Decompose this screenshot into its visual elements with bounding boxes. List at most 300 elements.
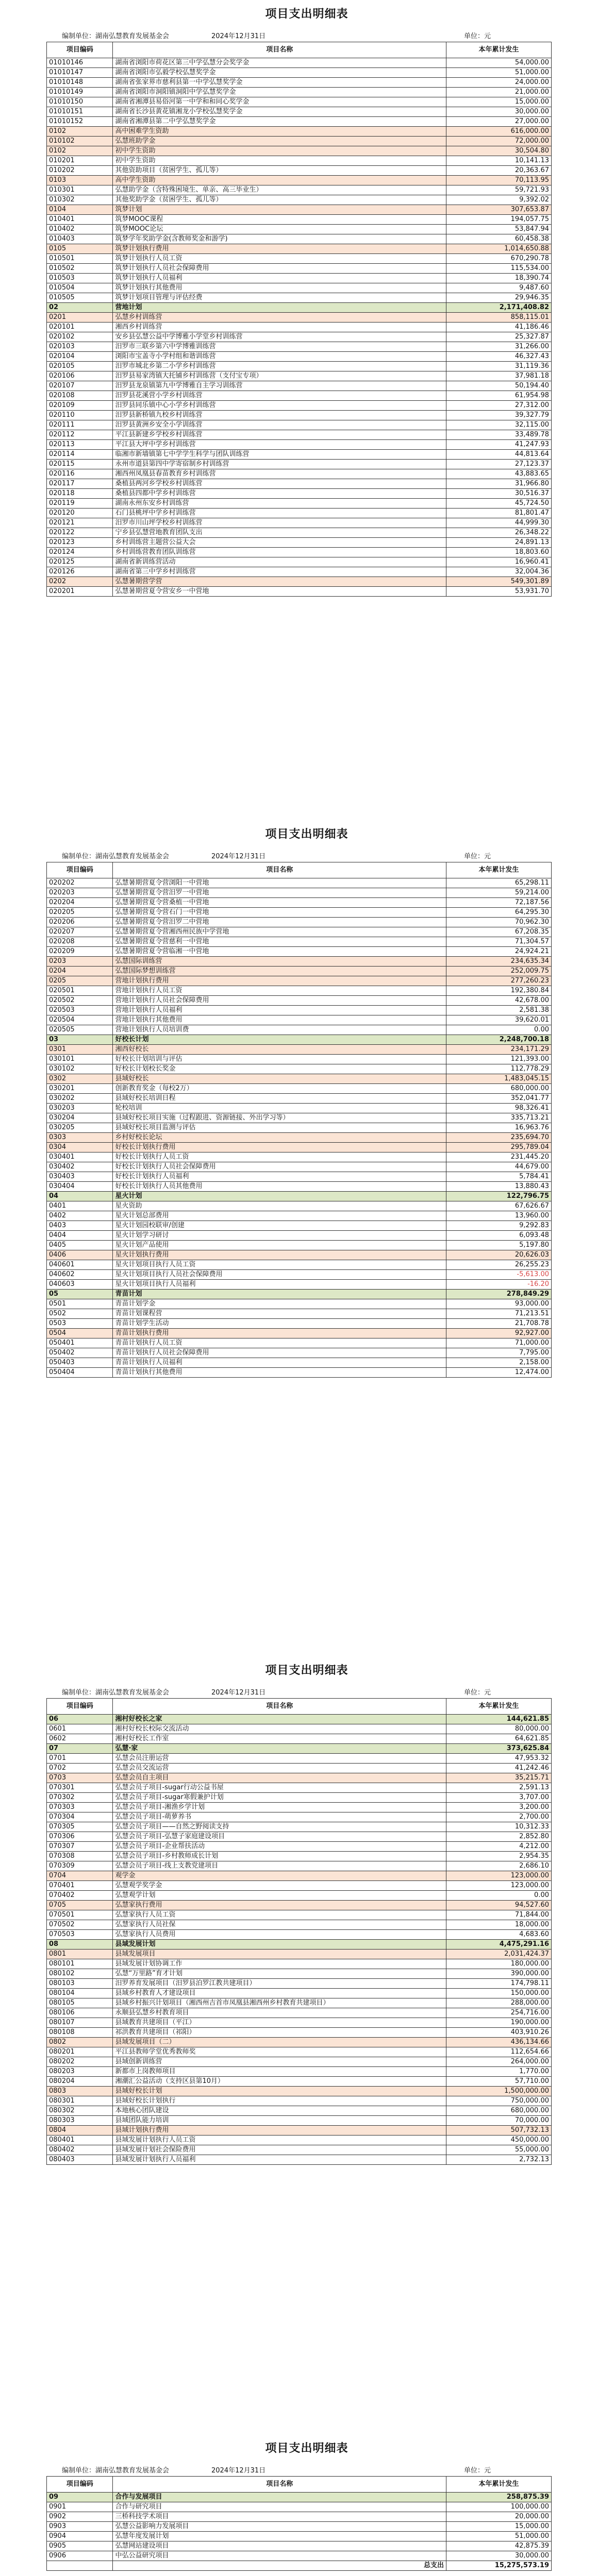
item-code: 030203 [47,1104,113,1113]
item-amount: 24,891.13 [446,538,551,548]
page-4 [41,2439,572,2571]
unit-label: 单位：元 [464,2467,491,2475]
item-code: 020118 [47,489,113,499]
item-name: 青苗计划执行人员社会保障费用 [113,1348,446,1358]
item-amount: 2,591.13 [446,1783,551,1793]
item-amount: 27,000.00 [446,117,551,127]
column-header-code: 项目编码 [47,42,113,58]
item-amount: 41,186.46 [446,323,551,332]
item-code: 09 [47,2493,113,2502]
item-code: 030204 [47,1113,113,1123]
item-name: 营地计划执行费用 [113,976,446,986]
expense-table [46,2476,552,2571]
table-row [47,244,552,254]
item-name: 筑梦计划执行人员社会保障费用 [113,264,446,274]
item-name: 筑梦MOOC论坛 [113,225,446,234]
item-name: 本地核心团队建设 [113,2106,446,2116]
item-amount: 121,393.00 [446,1055,551,1064]
item-amount: 50,194.40 [446,381,551,391]
item-name: 弘慧会员子项目-sugar寒假兼护计划 [113,1793,446,1803]
item-code: 020205 [47,908,113,918]
item-code: 020123 [47,538,113,548]
item-name: 弘慧会员子项目-sugar行动公益书屋 [113,1783,446,1793]
table-row [47,1270,552,1280]
item-name: 桑植县两河乡学校乡村训练营 [113,479,446,489]
item-name: 星火计划园校联审/创建 [113,1221,446,1231]
item-code: 020102 [47,332,113,342]
item-name: 筑梦计划执行人员工资 [113,254,446,264]
table-row [47,156,552,166]
item-code: 020107 [47,381,113,391]
item-name: 平江县大坪中学乡村训练营 [113,440,446,450]
table-row [47,957,552,967]
item-code: 0103 [47,176,113,185]
item-amount: 7,795.00 [446,1348,551,1358]
table-row [47,2106,552,2116]
item-amount: 1,014,650.88 [446,244,551,254]
item-amount: 44,813.64 [446,450,551,460]
column-header-code: 项目编码 [47,1699,113,1715]
item-amount: 55,000.00 [446,2145,551,2155]
item-code: 0905 [47,2541,113,2551]
item-name: 青苗计划学生活动 [113,1319,446,1329]
item-name: 湘西州凤凰县春苗教育乡村训练营 [113,469,446,479]
table-row [47,927,552,937]
column-header-amount: 本年累计发生 [446,1699,551,1715]
item-name: 湘村好校长工作室 [113,1734,446,1744]
item-name: 星火计划学习研讨 [113,1231,446,1241]
item-amount: 180,000.00 [446,1959,551,1969]
table-row [47,391,552,401]
item-name: 县域教育共建项目（平江） [113,2018,446,2028]
item-code: 020503 [47,1006,113,1015]
item-name: 青苗计划学金 [113,1299,446,1309]
item-amount: 45,724.50 [446,499,551,509]
item-name: 筑梦MOOC课程 [113,215,446,225]
item-name: 弘慧会员自主项目 [113,1773,446,1783]
item-code: 070304 [47,1812,113,1822]
table-row [47,1329,552,1338]
item-name: 县域发展项目（二） [113,2038,446,2047]
item-amount: 1,770.00 [446,2067,551,2077]
item-amount: 190,000.00 [446,2018,551,2028]
item-amount: 352,041.77 [446,1094,551,1104]
item-amount: 3,200.00 [446,1803,551,1812]
item-name: 安乡县弘慧公益中学博雅小学堂乡村训练营 [113,332,446,342]
item-name: 湘潮汇公益活动（支持区县第10月） [113,2077,446,2087]
table-row [47,1192,552,1201]
item-name: 其他奖助学金（贫困学生、孤儿等） [113,195,446,205]
table-row [47,1764,552,1773]
item-code: 01010148 [47,78,113,88]
table-row [47,362,552,371]
item-amount: 71,213.51 [446,1309,551,1319]
item-code: 020120 [47,509,113,518]
item-amount: 9,487.60 [446,283,551,293]
table-row [47,97,552,107]
org-label: 编制单位：湖南弘慧教育发展基金会 [62,2467,170,2475]
item-amount: 37,981.18 [446,371,551,381]
item-amount: 2,031,424.37 [446,1950,551,1959]
page-title: 项目支出明细表 [265,8,349,21]
item-name: 弘慧“万里路”育才计划 [113,1969,446,1979]
table-row [47,1015,552,1025]
item-name: 弘慧会员子项目-弘慧子家庭建设项目 [113,1832,446,1842]
table-row [47,2126,552,2136]
org-label: 编制单位：湖南弘慧教育发展基金会 [62,853,170,860]
table-row [47,2136,552,2145]
item-code: 080201 [47,2047,113,2057]
item-code: 03 [47,1035,113,1045]
item-name: 弘慧会员子项目-湘渔乡学计划 [113,1803,446,1812]
item-code: 080204 [47,2077,113,2087]
item-amount: 192,380.84 [446,986,551,996]
item-code: 0801 [47,1950,113,1959]
table-row [47,1910,552,1920]
table-row [47,1153,552,1162]
item-name: 初中学生资助 [113,146,446,156]
item-name: 好校长计划校长奖金 [113,1064,446,1074]
table-row [47,1290,552,1299]
table-row [47,1901,552,1910]
table-row [47,1064,552,1074]
item-name: 祁洪教育共建项目（祁阳） [113,2028,446,2038]
item-code: 0903 [47,2522,113,2532]
table-row [47,567,552,577]
item-code: 020502 [47,996,113,1006]
item-code: 0204 [47,967,113,976]
item-name: 其他资助项目（贫困学生、孤儿等） [113,166,446,176]
item-code: 080203 [47,2067,113,2077]
item-amount: 194,057.75 [446,215,551,225]
item-amount: 403,910.26 [446,2028,551,2038]
item-code: 020111 [47,420,113,430]
table-row [47,1715,552,1724]
table-row [47,898,552,908]
item-amount: 616,000.00 [446,127,551,137]
item-amount: 277,260.23 [446,976,551,986]
table-row [47,58,552,68]
item-amount: 2,686.10 [446,1861,551,1871]
item-amount: 24,000.00 [446,78,551,88]
item-amount: 94,527.60 [446,1901,551,1910]
item-code: 020114 [47,450,113,460]
table-row [47,1055,552,1064]
item-code: 020101 [47,323,113,332]
item-amount: 123,000.00 [446,1881,551,1891]
item-name: 高中学生资助 [113,176,446,185]
item-code: 0704 [47,1871,113,1881]
item-name: 星火计划 [113,1192,446,1201]
table-row [47,1950,552,1959]
table-row [47,127,552,137]
item-name: 弘慧乡村训练营 [113,313,446,323]
item-code: 0301 [47,1045,113,1055]
item-code: 080403 [47,2155,113,2165]
item-name: 弘慧暑期营夏令营汨罗二中营地 [113,918,446,927]
table-row [47,587,552,597]
item-name: 湘村好校长之家 [113,1715,446,1724]
item-code: 01010149 [47,88,113,97]
item-name: 弘慧助学金（含特殊困境生、单亲、高三毕业生） [113,185,446,195]
item-code: 010302 [47,195,113,205]
item-code: 020104 [47,352,113,362]
item-name: 县域乡村振兴计划项目（湘西州吉首市凤凰县湘西州乡村教育共建项目） [113,1998,446,2008]
item-name: 汨罗县黄洲乡安全小学训练营 [113,420,446,430]
table-row [47,234,552,244]
table-row [47,2502,552,2512]
report-subheader [41,1687,572,1698]
item-code: 030404 [47,1182,113,1192]
table-row [47,2155,552,2165]
item-amount: 25,327.87 [446,332,551,342]
table-row [47,1989,552,1998]
table-row [47,176,552,185]
item-amount: 20,000.00 [446,2512,551,2522]
item-amount: 18,000.00 [446,1920,551,1930]
column-header-amount: 本年累计发生 [446,42,551,58]
item-name: 星火计划项目执行人员社会保障费用 [113,1270,446,1280]
table-row [47,1358,552,1368]
item-amount: 60,458.38 [446,234,551,244]
item-code: 01010150 [47,97,113,107]
item-code: 0403 [47,1221,113,1231]
item-code: 080101 [47,1959,113,1969]
table-row [47,1241,552,1250]
item-name: 汨罗县同乐镇中心小学乡村训练营 [113,401,446,411]
table-row [47,371,552,381]
item-amount: 231,445.20 [446,1153,551,1162]
table-row [47,2532,552,2541]
item-code: 020505 [47,1025,113,1035]
item-name: 筑梦学年奖助学金(含教师奖金和游学) [113,234,446,244]
table-row [47,1940,552,1950]
item-amount: 70,000.00 [446,2116,551,2126]
item-code: 010403 [47,234,113,244]
table-row [47,1871,552,1881]
item-name: 临湘市新墙镇第七中学学生科学与团队训练营 [113,450,446,460]
item-name: 星火资助 [113,1201,446,1211]
item-amount: 0.00 [446,1025,551,1035]
item-name: 创新教育奖金（每校2万） [113,1084,446,1094]
item-amount: 10,141.13 [446,156,551,166]
table-row [47,342,552,352]
item-code: 010502 [47,264,113,274]
item-name: 弘慧网站建设项目 [113,2541,446,2551]
item-name: 营地计划执行人员工资 [113,986,446,996]
item-name: 弘慧观学奖学金 [113,1881,446,1891]
item-name: 县域好校长项目监测与评估 [113,1123,446,1133]
item-code: 040601 [47,1260,113,1270]
item-code: 070401 [47,1881,113,1891]
item-code: 05 [47,1290,113,1299]
item-amount: 93,000.00 [446,1299,551,1309]
item-amount: 61,954.98 [446,391,551,401]
table-row [47,2541,552,2551]
item-code: 0502 [47,1309,113,1319]
item-amount: 30,000.00 [446,2551,551,2561]
item-amount: 13,880.43 [446,1182,551,1192]
item-name: 石门县桃坪中学乡村训练营 [113,509,446,518]
table-row [47,68,552,78]
table-row [47,303,552,313]
item-name: 弘慧会员子项目——自然之野阅读支持 [113,1822,446,1832]
item-name: 湖南省第三中学乡村训练营 [113,567,446,577]
item-name: 合作与发展项目 [113,2493,446,2502]
item-name: 弘慧家执行人员费用 [113,1930,446,1940]
table-row [47,450,552,460]
table-row [47,1143,552,1153]
item-amount: 258,875.39 [446,2493,551,2502]
table-row [47,205,552,215]
table-row [47,1035,552,1045]
item-amount: 112,654.66 [446,2047,551,2057]
item-name: 弘慧班助学金 [113,137,446,146]
item-amount: 295,789.04 [446,1143,551,1153]
item-name: 星火计划产品使用 [113,1241,446,1250]
table-row [47,1084,552,1094]
item-amount: 41,242.46 [446,1764,551,1773]
item-amount: 4,683.60 [446,1930,551,1940]
table-row [47,1773,552,1783]
table-row [47,1250,552,1260]
table-row [47,411,552,420]
table-row [47,1231,552,1241]
item-amount: 122,796.75 [446,1192,551,1201]
item-amount: 18,803.60 [446,548,551,557]
table-row [47,967,552,976]
item-code: 01010151 [47,107,113,117]
item-amount: 29,946.35 [446,293,551,303]
table-row [47,1959,552,1969]
item-code: 030401 [47,1153,113,1162]
item-code: 020105 [47,362,113,371]
item-code: 0705 [47,1901,113,1910]
table-row [47,283,552,293]
item-code: 0504 [47,1329,113,1338]
item-code: 020208 [47,937,113,947]
item-amount: 31,266.00 [446,342,551,352]
table-row [47,107,552,117]
table-row [47,1260,552,1270]
table-row [47,420,552,430]
item-code: 08 [47,1940,113,1950]
item-amount: 112,778.29 [446,1064,551,1074]
item-amount: 174,798.11 [446,1979,551,1989]
item-code: 0304 [47,1143,113,1153]
table-row [47,479,552,489]
item-code: 0503 [47,1319,113,1329]
item-name: 汨罗县花溪营小学乡村训练营 [113,391,446,401]
item-name: 县域计划执行费用 [113,2126,446,2136]
total-amount: 15,275,573.19 [446,2561,551,2571]
item-code: 020103 [47,342,113,352]
item-code: 0802 [47,2038,113,2047]
item-code: 030403 [47,1172,113,1182]
expense-table [46,862,552,1378]
item-amount: 436,134.66 [446,2038,551,2047]
item-code: 0601 [47,1724,113,1734]
item-code: 020108 [47,391,113,401]
table-row [47,878,552,888]
page-1 [41,5,572,597]
item-name: 好校长计划 [113,1035,446,1045]
table-row [47,2493,552,2502]
table-row [47,1969,552,1979]
expense-table [46,1698,552,2165]
item-amount: -5,613.00 [446,1270,551,1280]
item-code: 01010147 [47,68,113,78]
item-name: 青苗计划执行人员福利 [113,1358,446,1368]
table-row [47,1979,552,1989]
column-header-amount: 本年累计发生 [446,862,551,878]
item-amount: 51,000.00 [446,68,551,78]
item-name: 宁乡县弘慧营地教育团队支出 [113,528,446,538]
item-amount: 144,621.85 [446,1715,551,1724]
item-name: 观学金 [113,1871,446,1881]
item-name: 汨罗市川山坪学校乡村训练营 [113,518,446,528]
table-row [47,313,552,323]
table-row [47,1113,552,1123]
item-name: 平江县新建乡学校乡村训练营 [113,430,446,440]
table-row [47,1221,552,1231]
item-code: 0901 [47,2502,113,2512]
item-code: 0302 [47,1074,113,1084]
item-name: 弘慧会员子项目-企业帮扶活动 [113,1842,446,1852]
report-date: 2024年12月31日 [211,32,266,40]
item-code: 020116 [47,469,113,479]
table-row [47,1309,552,1319]
item-amount: 70,962.30 [446,918,551,927]
item-code: 050402 [47,1348,113,1358]
item-code: 080303 [47,2116,113,2126]
table-row [47,293,552,303]
table-row [47,323,552,332]
item-code: 070503 [47,1930,113,1940]
item-name: 湘村好校长校际交流活动 [113,1724,446,1734]
item-code: 0104 [47,205,113,215]
item-name: 湖南省湘潭县易俗河第一中学和和同心奖学金 [113,97,446,107]
item-amount: 21,000.00 [446,88,551,97]
table-row [47,2522,552,2532]
item-amount: 71,304.57 [446,937,551,947]
item-amount: 16,960.41 [446,557,551,567]
item-name: 青苗计划执行其他费用 [113,1368,446,1378]
org-label: 编制单位：湖南弘慧教育发展基金会 [62,32,170,40]
item-amount: 2,158.00 [446,1358,551,1368]
item-code: 030201 [47,1084,113,1094]
unit-label: 单位：元 [464,32,491,40]
page-3 [41,1662,572,2165]
unit-label: 单位：元 [464,1689,491,1697]
item-code: 070402 [47,1891,113,1901]
item-amount: 335,713.21 [446,1113,551,1123]
item-code: 01010152 [47,117,113,127]
table-row [47,460,552,469]
item-code: 070305 [47,1822,113,1832]
table-row [47,2038,552,2047]
item-code: 0402 [47,1211,113,1221]
item-name: 永顺县弘慧乡村教育项目 [113,2008,446,2018]
table-row [47,469,552,479]
table-row [47,1744,552,1754]
item-amount: 5,197.80 [446,1241,551,1250]
table-row [47,215,552,225]
table-row [47,2087,552,2096]
report-date: 2024年12月31日 [211,853,266,860]
item-name: 青苗计划 [113,1290,446,1299]
item-amount: 680,000.00 [446,1084,551,1094]
